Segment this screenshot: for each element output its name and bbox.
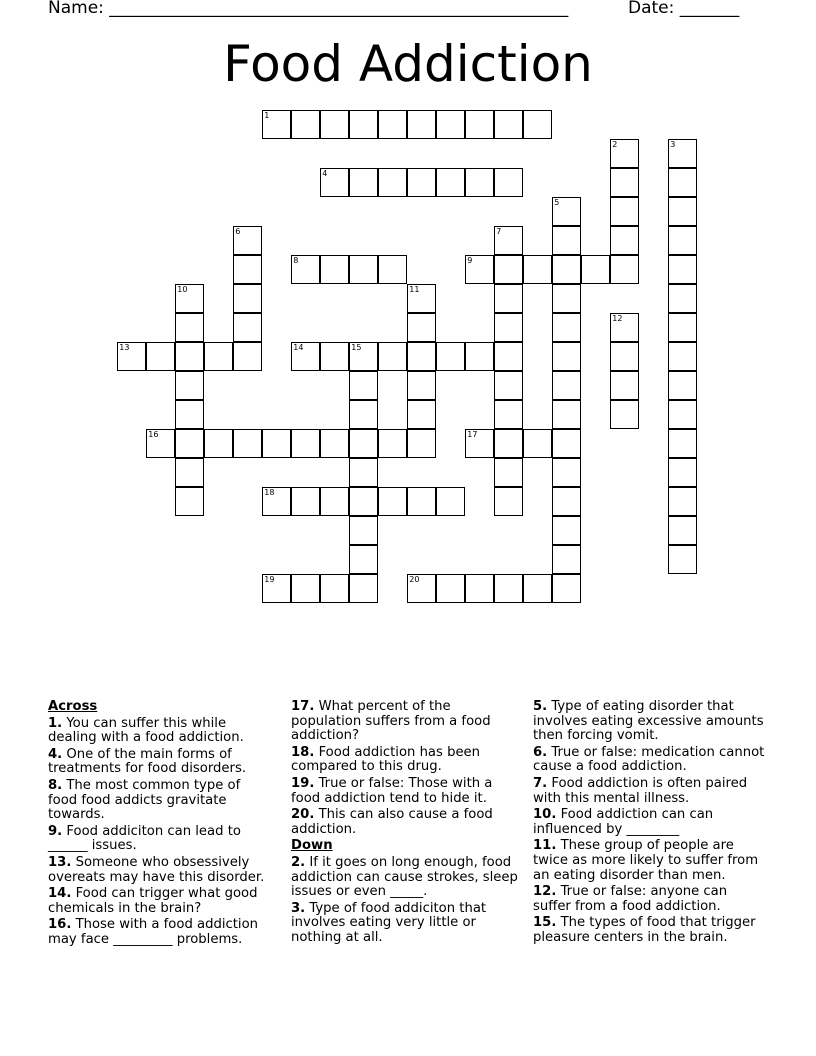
clue-item bbox=[533, 777, 768, 806]
crossword-cell[interactable] bbox=[233, 429, 262, 458]
clue-section-heading: Across bbox=[48, 699, 98, 714]
clue-item-number: 8. bbox=[48, 777, 63, 793]
crossword-cell[interactable] bbox=[552, 313, 581, 342]
crossword-cell[interactable] bbox=[349, 429, 378, 458]
crossword-cell[interactable] bbox=[494, 110, 523, 139]
crossword-cell[interactable] bbox=[378, 487, 407, 516]
crossword-cell[interactable] bbox=[320, 168, 349, 197]
crossword-cell[interactable] bbox=[262, 429, 291, 458]
clue-item-text: Type of eating disorder that involves eating excessive amounts then forcing vomit. bbox=[533, 699, 764, 744]
clue-item bbox=[533, 885, 768, 914]
crossword-cell[interactable] bbox=[668, 168, 697, 197]
crossword-cell[interactable] bbox=[407, 429, 436, 458]
clue-item-text: You can suffer this while dealing with a food addiction. bbox=[48, 715, 244, 746]
clue-item-text: One of the main forms of treatments for food disorders. bbox=[48, 746, 247, 777]
crossword-cell[interactable] bbox=[378, 110, 407, 139]
crossword-cell[interactable] bbox=[436, 342, 465, 371]
clue-number: 3 bbox=[670, 140, 676, 150]
crossword-cell[interactable] bbox=[233, 342, 262, 371]
crossword-cell[interactable] bbox=[668, 284, 697, 313]
crossword-cell[interactable] bbox=[291, 110, 320, 139]
crossword-cell[interactable] bbox=[552, 400, 581, 429]
crossword-cell[interactable] bbox=[175, 284, 204, 313]
clue-number: 15 bbox=[351, 343, 362, 353]
crossword-cell[interactable] bbox=[552, 545, 581, 574]
crossword-cell[interactable] bbox=[291, 342, 320, 371]
clue-number: 20 bbox=[409, 575, 420, 585]
clue-number: 10 bbox=[177, 285, 188, 295]
crossword-cell[interactable] bbox=[407, 168, 436, 197]
clue-item-number: 3. bbox=[291, 900, 306, 916]
crossword-cell[interactable] bbox=[610, 226, 639, 255]
clue-item bbox=[291, 856, 521, 900]
crossword-cell[interactable] bbox=[407, 110, 436, 139]
clue-number: 12 bbox=[612, 314, 623, 324]
clue-item-number: 12. bbox=[533, 884, 557, 900]
crossword-cell[interactable] bbox=[494, 487, 523, 516]
crossword-cell[interactable] bbox=[465, 110, 494, 139]
crossword-cell[interactable] bbox=[407, 574, 436, 603]
crossword-cell[interactable] bbox=[233, 284, 262, 313]
crossword-cell[interactable] bbox=[610, 139, 639, 168]
crossword-cell[interactable] bbox=[610, 342, 639, 371]
name-field[interactable]: Name: ______________________________________________________ bbox=[48, 0, 569, 18]
crossword-cell[interactable] bbox=[465, 574, 494, 603]
clue-item bbox=[533, 839, 768, 883]
clue-item-number: 5. bbox=[533, 699, 548, 714]
crossword-cell[interactable] bbox=[175, 429, 204, 458]
crossword-cell[interactable] bbox=[668, 487, 697, 516]
crossword-cell[interactable] bbox=[523, 255, 552, 284]
clue-item-number: 19. bbox=[291, 775, 315, 791]
clue-item-number: 14. bbox=[48, 886, 72, 902]
crossword-cell[interactable] bbox=[262, 487, 291, 516]
crossword-cell[interactable] bbox=[175, 371, 204, 400]
clue-item-number: 10. bbox=[533, 807, 557, 823]
clue-item-text: True or false: anyone can suffer from a food addiction. bbox=[533, 884, 728, 914]
crossword-cell[interactable] bbox=[407, 313, 436, 342]
clue-item bbox=[48, 887, 273, 916]
clue-item-text: Food addiciton can lead to ______ issues. bbox=[48, 823, 241, 854]
crossword-cell[interactable] bbox=[552, 487, 581, 516]
crossword-cell[interactable] bbox=[668, 139, 697, 168]
clue-item bbox=[533, 700, 768, 744]
crossword-cell[interactable] bbox=[494, 458, 523, 487]
clue-item-number: 2. bbox=[291, 854, 306, 870]
clue-item bbox=[48, 717, 273, 746]
crossword-cell[interactable] bbox=[349, 574, 378, 603]
clue-item-text: True or false: Those with a food addiction tend to hide it. bbox=[291, 775, 493, 806]
clue-item-text: Food addiction can can influenced by ________ bbox=[533, 807, 714, 837]
crossword-cell[interactable] bbox=[349, 516, 378, 545]
clue-item-text: Someone who obsessively overeats may have this disorder. bbox=[48, 854, 265, 885]
crossword-cell[interactable] bbox=[668, 197, 697, 226]
crossword-cell[interactable] bbox=[349, 168, 378, 197]
clue-number: 16 bbox=[148, 430, 159, 440]
clue-item-text: Type of food addiciton that involves eating very little or nothing at all. bbox=[291, 900, 487, 945]
crossword-cell[interactable] bbox=[349, 487, 378, 516]
crossword-cell[interactable] bbox=[320, 255, 349, 284]
crossword-cell[interactable] bbox=[175, 458, 204, 487]
crossword-cell[interactable] bbox=[523, 110, 552, 139]
crossword-cell[interactable] bbox=[378, 255, 407, 284]
crossword-cell[interactable] bbox=[291, 255, 320, 284]
crossword-cell[interactable] bbox=[552, 429, 581, 458]
clue-section-heading: Down bbox=[291, 838, 333, 854]
clue-item bbox=[48, 825, 273, 854]
crossword-cell[interactable] bbox=[668, 400, 697, 429]
clue-item-number: 13. bbox=[48, 854, 72, 870]
clue-item-number: 9. bbox=[48, 823, 63, 839]
crossword-cell[interactable] bbox=[436, 574, 465, 603]
crossword-cell[interactable] bbox=[204, 342, 233, 371]
crossword-cell[interactable] bbox=[349, 371, 378, 400]
crossword-cell[interactable] bbox=[494, 284, 523, 313]
crossword-cell[interactable] bbox=[436, 168, 465, 197]
crossword-cell[interactable] bbox=[407, 487, 436, 516]
clue-column-3 bbox=[533, 700, 768, 948]
crossword-cell[interactable] bbox=[494, 226, 523, 255]
crossword-cell[interactable] bbox=[378, 342, 407, 371]
crossword-cell[interactable] bbox=[610, 197, 639, 226]
crossword-cell[interactable] bbox=[668, 313, 697, 342]
clue-item bbox=[291, 777, 521, 806]
clue-item-text: Those with a food addiction may face _________ problems. bbox=[48, 917, 259, 947]
clue-item-text: This can also cause a food addiction. bbox=[291, 807, 493, 837]
clue-item-number: 16. bbox=[48, 917, 72, 933]
clue-item bbox=[291, 746, 521, 775]
crossword-cell[interactable] bbox=[552, 255, 581, 284]
clue-item bbox=[291, 700, 521, 744]
clue-item-text: What percent of the population suffers from a food addiction? bbox=[291, 699, 491, 744]
crossword-cell[interactable] bbox=[494, 429, 523, 458]
clue-number: 18 bbox=[264, 488, 275, 498]
crossword-cell[interactable] bbox=[349, 458, 378, 487]
clue-item bbox=[533, 746, 768, 775]
crossword-cell[interactable] bbox=[262, 110, 291, 139]
clue-item bbox=[533, 808, 768, 837]
crossword-cell[interactable] bbox=[233, 255, 262, 284]
crossword-cell[interactable] bbox=[291, 574, 320, 603]
clue-number: 13 bbox=[119, 343, 130, 353]
crossword-cell[interactable] bbox=[552, 226, 581, 255]
crossword-cell[interactable] bbox=[465, 342, 494, 371]
crossword-cell[interactable] bbox=[233, 313, 262, 342]
crossword-cell[interactable] bbox=[436, 110, 465, 139]
clue-number: 8 bbox=[293, 256, 299, 266]
clue-item-number: 20. bbox=[291, 807, 315, 823]
crossword-cell[interactable] bbox=[320, 574, 349, 603]
crossword-cell[interactable] bbox=[407, 284, 436, 313]
clue-number: 2 bbox=[612, 140, 618, 150]
crossword-cell[interactable] bbox=[320, 110, 349, 139]
crossword-cell[interactable] bbox=[291, 487, 320, 516]
crossword-cell[interactable] bbox=[349, 255, 378, 284]
crossword-cell[interactable] bbox=[581, 255, 610, 284]
crossword-cell[interactable] bbox=[668, 429, 697, 458]
crossword-cell[interactable] bbox=[610, 400, 639, 429]
crossword-cell[interactable] bbox=[552, 516, 581, 545]
crossword-cell[interactable] bbox=[465, 168, 494, 197]
clue-item-text: If it goes on long enough, food addiction can cause strokes, sleep issues or even _____. bbox=[291, 854, 518, 900]
crossword-cell[interactable] bbox=[349, 110, 378, 139]
crossword-cell[interactable] bbox=[494, 255, 523, 284]
clue-number: 14 bbox=[293, 343, 304, 353]
crossword-cell[interactable] bbox=[668, 255, 697, 284]
crossword-cell[interactable] bbox=[552, 342, 581, 371]
crossword-cell[interactable] bbox=[175, 313, 204, 342]
crossword-cell[interactable] bbox=[320, 487, 349, 516]
clue-number: 9 bbox=[467, 256, 473, 266]
crossword-cell[interactable] bbox=[378, 429, 407, 458]
crossword-cell[interactable] bbox=[349, 342, 378, 371]
crossword-cell[interactable] bbox=[436, 487, 465, 516]
crossword-cell[interactable] bbox=[378, 168, 407, 197]
clue-item bbox=[533, 916, 768, 945]
date-field[interactable]: Date: _______ bbox=[628, 0, 740, 18]
crossword-cell[interactable] bbox=[320, 342, 349, 371]
clue-column-1 bbox=[48, 700, 273, 950]
clue-item-text: The most common type of food food addicts gravitate towards. bbox=[48, 777, 241, 823]
clue-item bbox=[291, 808, 521, 837]
clue-item-number: 11. bbox=[533, 838, 557, 854]
crossword-cell[interactable] bbox=[494, 400, 523, 429]
crossword-cell[interactable] bbox=[291, 429, 320, 458]
crossword-cell[interactable] bbox=[494, 168, 523, 197]
clue-item-number: 4. bbox=[48, 746, 63, 762]
clue-item-text: True or false: medication cannot cause a food addiction. bbox=[533, 744, 765, 775]
clue-item-text: These group of people are twice as more likely to suffer from an eating disorder than men. bbox=[533, 838, 759, 883]
clue-number: 1 bbox=[264, 111, 270, 121]
crossword-cell[interactable] bbox=[465, 255, 494, 284]
crossword-cell[interactable] bbox=[668, 342, 697, 371]
clue-number: 6 bbox=[235, 227, 241, 237]
crossword-cell[interactable] bbox=[146, 342, 175, 371]
crossword-cell[interactable] bbox=[117, 342, 146, 371]
crossword-cell[interactable] bbox=[523, 574, 552, 603]
crossword-cell[interactable] bbox=[610, 371, 639, 400]
clue-item bbox=[48, 856, 273, 885]
crossword-cell[interactable] bbox=[465, 429, 494, 458]
clue-number: 4 bbox=[322, 169, 328, 179]
crossword-cell[interactable] bbox=[494, 342, 523, 371]
crossword-cell[interactable] bbox=[610, 255, 639, 284]
crossword-cell[interactable] bbox=[668, 458, 697, 487]
clue-number: 11 bbox=[409, 285, 420, 295]
crossword-cell[interactable] bbox=[610, 168, 639, 197]
clue-item-number: 15. bbox=[533, 915, 557, 931]
clue-item-number: 7. bbox=[533, 775, 548, 791]
clue-item-text: Food addiction is often paired with this mental illness. bbox=[533, 775, 748, 806]
crossword-cell[interactable] bbox=[668, 545, 697, 574]
crossword-cell[interactable] bbox=[233, 226, 262, 255]
crossword-cell[interactable] bbox=[610, 313, 639, 342]
crossword-cell[interactable] bbox=[407, 342, 436, 371]
crossword-cell[interactable] bbox=[552, 284, 581, 313]
crossword-cell[interactable] bbox=[668, 226, 697, 255]
crossword-cell[interactable] bbox=[668, 516, 697, 545]
crossword-cell[interactable] bbox=[552, 458, 581, 487]
crossword-cell[interactable] bbox=[407, 371, 436, 400]
crossword-cell[interactable] bbox=[349, 400, 378, 429]
clue-number: 5 bbox=[554, 198, 560, 208]
crossword-cell[interactable] bbox=[552, 371, 581, 400]
clue-item-number: 6. bbox=[533, 744, 548, 760]
crossword-cell[interactable] bbox=[494, 371, 523, 400]
clue-number: 7 bbox=[496, 227, 502, 237]
crossword-cell[interactable] bbox=[262, 574, 291, 603]
clue-item bbox=[48, 779, 273, 823]
crossword-cell[interactable] bbox=[668, 371, 697, 400]
clue-item-number: 18. bbox=[291, 744, 315, 760]
crossword-cell[interactable] bbox=[175, 487, 204, 516]
crossword-cell[interactable] bbox=[494, 313, 523, 342]
crossword-cell[interactable] bbox=[320, 429, 349, 458]
clue-item-text: Food can trigger what good chemicals in the brain? bbox=[48, 886, 258, 916]
clue-item bbox=[48, 748, 273, 777]
crossword-cell[interactable] bbox=[523, 429, 552, 458]
clue-column-2 bbox=[291, 700, 521, 948]
clue-number: 17 bbox=[467, 430, 478, 440]
crossword-cell[interactable] bbox=[494, 574, 523, 603]
clue-item bbox=[48, 918, 273, 947]
clue-item-text: Food addiction has been compared to this drug. bbox=[291, 744, 481, 775]
clue-number: 19 bbox=[264, 575, 275, 585]
crossword-cell[interactable] bbox=[204, 429, 233, 458]
crossword-cell[interactable] bbox=[349, 545, 378, 574]
crossword-cell[interactable] bbox=[552, 574, 581, 603]
page-title: Food Addiction bbox=[223, 35, 593, 93]
crossword-cell[interactable] bbox=[175, 342, 204, 371]
crossword-cell[interactable] bbox=[407, 400, 436, 429]
clue-item-text: The types of food that trigger pleasure centers in the brain. bbox=[533, 915, 756, 945]
crossword-cell[interactable] bbox=[175, 400, 204, 429]
crossword-cell[interactable] bbox=[552, 197, 581, 226]
clue-item-number: 1. bbox=[48, 715, 63, 731]
clue-item bbox=[291, 902, 521, 946]
clue-item-number: 17. bbox=[291, 699, 315, 714]
crossword-cell[interactable] bbox=[146, 429, 175, 458]
